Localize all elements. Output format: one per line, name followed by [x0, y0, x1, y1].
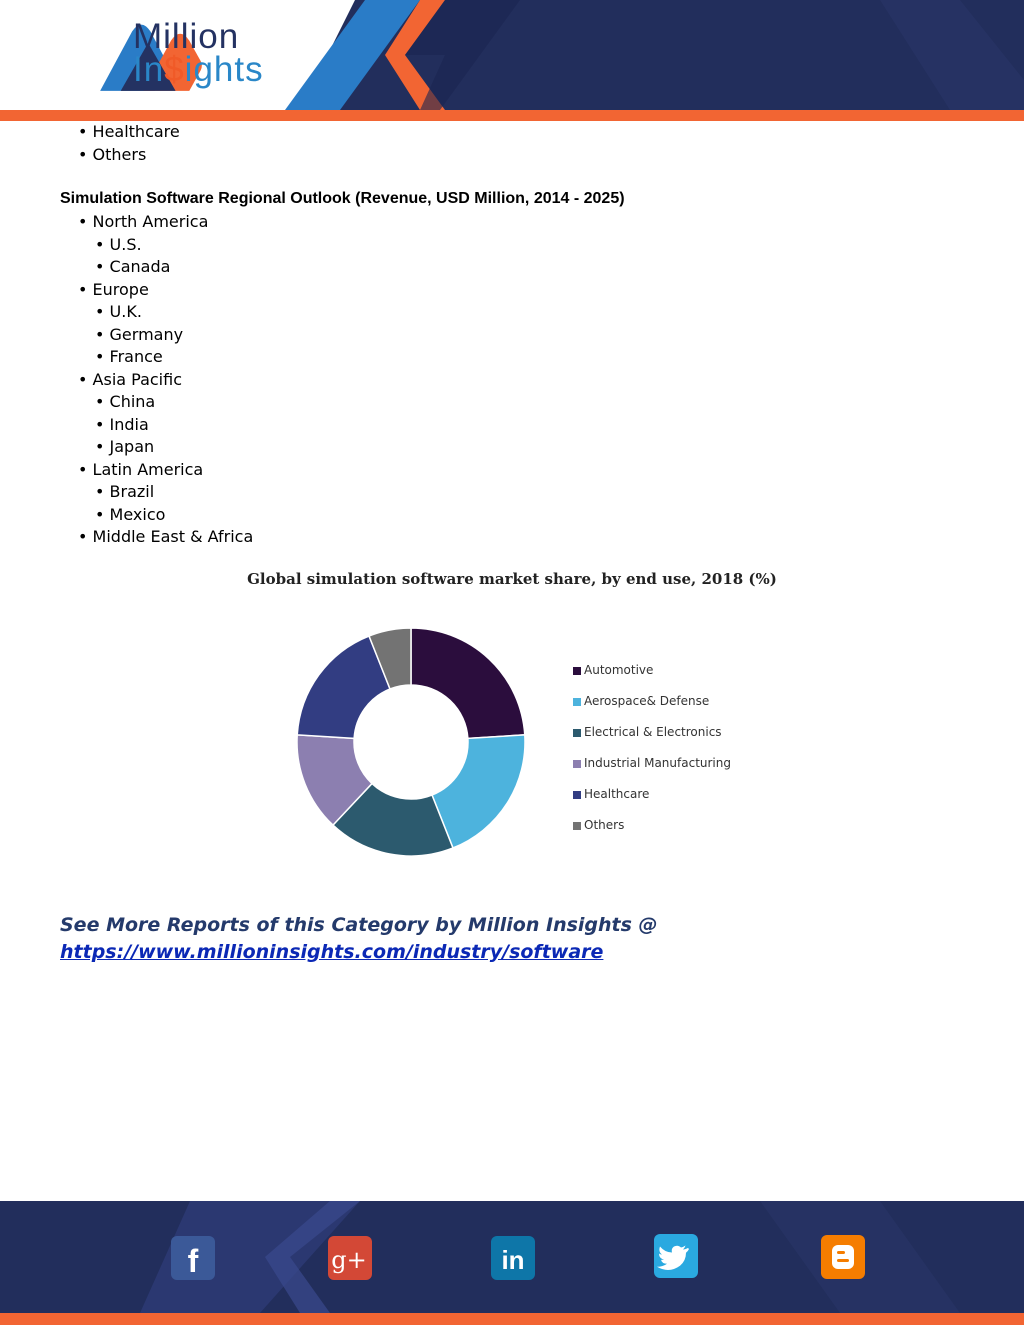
legend-swatch	[573, 729, 581, 737]
regional-outlook-heading: Simulation Software Regional Outlook (Revenue, USD Million, 2014 - 2025)	[60, 190, 625, 207]
legend-label: Aerospace& Defense	[584, 694, 710, 708]
country-item: • U.K.	[0, 301, 600, 324]
legend-label: Automotive	[584, 663, 654, 677]
list-item: • Healthcare	[0, 121, 180, 144]
chart-title: Global simulation software market share, by end use, 2018 (%)	[247, 570, 777, 588]
region-item: • Asia Pacific	[0, 369, 600, 392]
country-item: • France	[0, 346, 600, 369]
country-item: • China	[0, 391, 600, 414]
legend-item	[573, 756, 731, 787]
country-item: • Germany	[0, 324, 600, 347]
twitter-icon[interactable]	[654, 1234, 698, 1278]
svg-text:g+: g+	[331, 1246, 367, 1274]
legend-swatch	[573, 667, 581, 675]
country-item: • Brazil	[0, 481, 600, 504]
see-more-text: See More Reports of this Category by Million Insights @	[60, 914, 658, 936]
regional-list	[0, 211, 600, 549]
list-item: • Others	[0, 144, 180, 167]
country-item: • Canada	[0, 256, 600, 279]
blogger-icon[interactable]	[821, 1235, 865, 1279]
legend-swatch	[573, 698, 581, 706]
legend-swatch	[573, 760, 581, 768]
page-header	[0, 0, 1024, 121]
country-item: • Mexico	[0, 504, 600, 527]
svg-text:f: f	[187, 1243, 199, 1279]
donut-slice-automotive	[411, 628, 525, 738]
logo-word-insights: In$ights	[133, 50, 264, 89]
legend-swatch	[573, 822, 581, 830]
legend-label: Electrical & Electronics	[584, 725, 722, 739]
region-item: • North America	[0, 211, 600, 234]
svg-text:in: in	[501, 1245, 525, 1275]
logo-wordmark	[133, 17, 264, 89]
legend-label: Others	[584, 818, 625, 832]
legend-label: Healthcare	[584, 787, 650, 801]
legend-swatch	[573, 791, 581, 799]
legend-item	[573, 663, 731, 694]
legend-item	[573, 694, 731, 725]
legend-item	[573, 725, 731, 756]
country-item: • India	[0, 414, 600, 437]
legend-item	[573, 787, 731, 818]
end-use-list	[0, 121, 180, 166]
legend-label: Industrial Manufacturing	[584, 756, 731, 770]
country-item: • Japan	[0, 436, 600, 459]
category-link[interactable]: https://www.millioninsights.com/industry/software	[60, 941, 604, 963]
linkedin-icon[interactable]	[491, 1236, 535, 1280]
legend-item	[573, 818, 731, 849]
chart-legend	[573, 663, 731, 849]
country-item: • U.S.	[0, 234, 600, 257]
region-item: • Middle East & Africa	[0, 526, 600, 549]
facebook-icon[interactable]	[171, 1236, 215, 1280]
see-more-block	[60, 912, 658, 966]
donut-chart	[270, 605, 550, 875]
region-item: • Europe	[0, 279, 600, 302]
google-plus-icon[interactable]	[328, 1236, 372, 1280]
logo-word-million: Million	[133, 17, 240, 56]
region-item: • Latin America	[0, 459, 600, 482]
